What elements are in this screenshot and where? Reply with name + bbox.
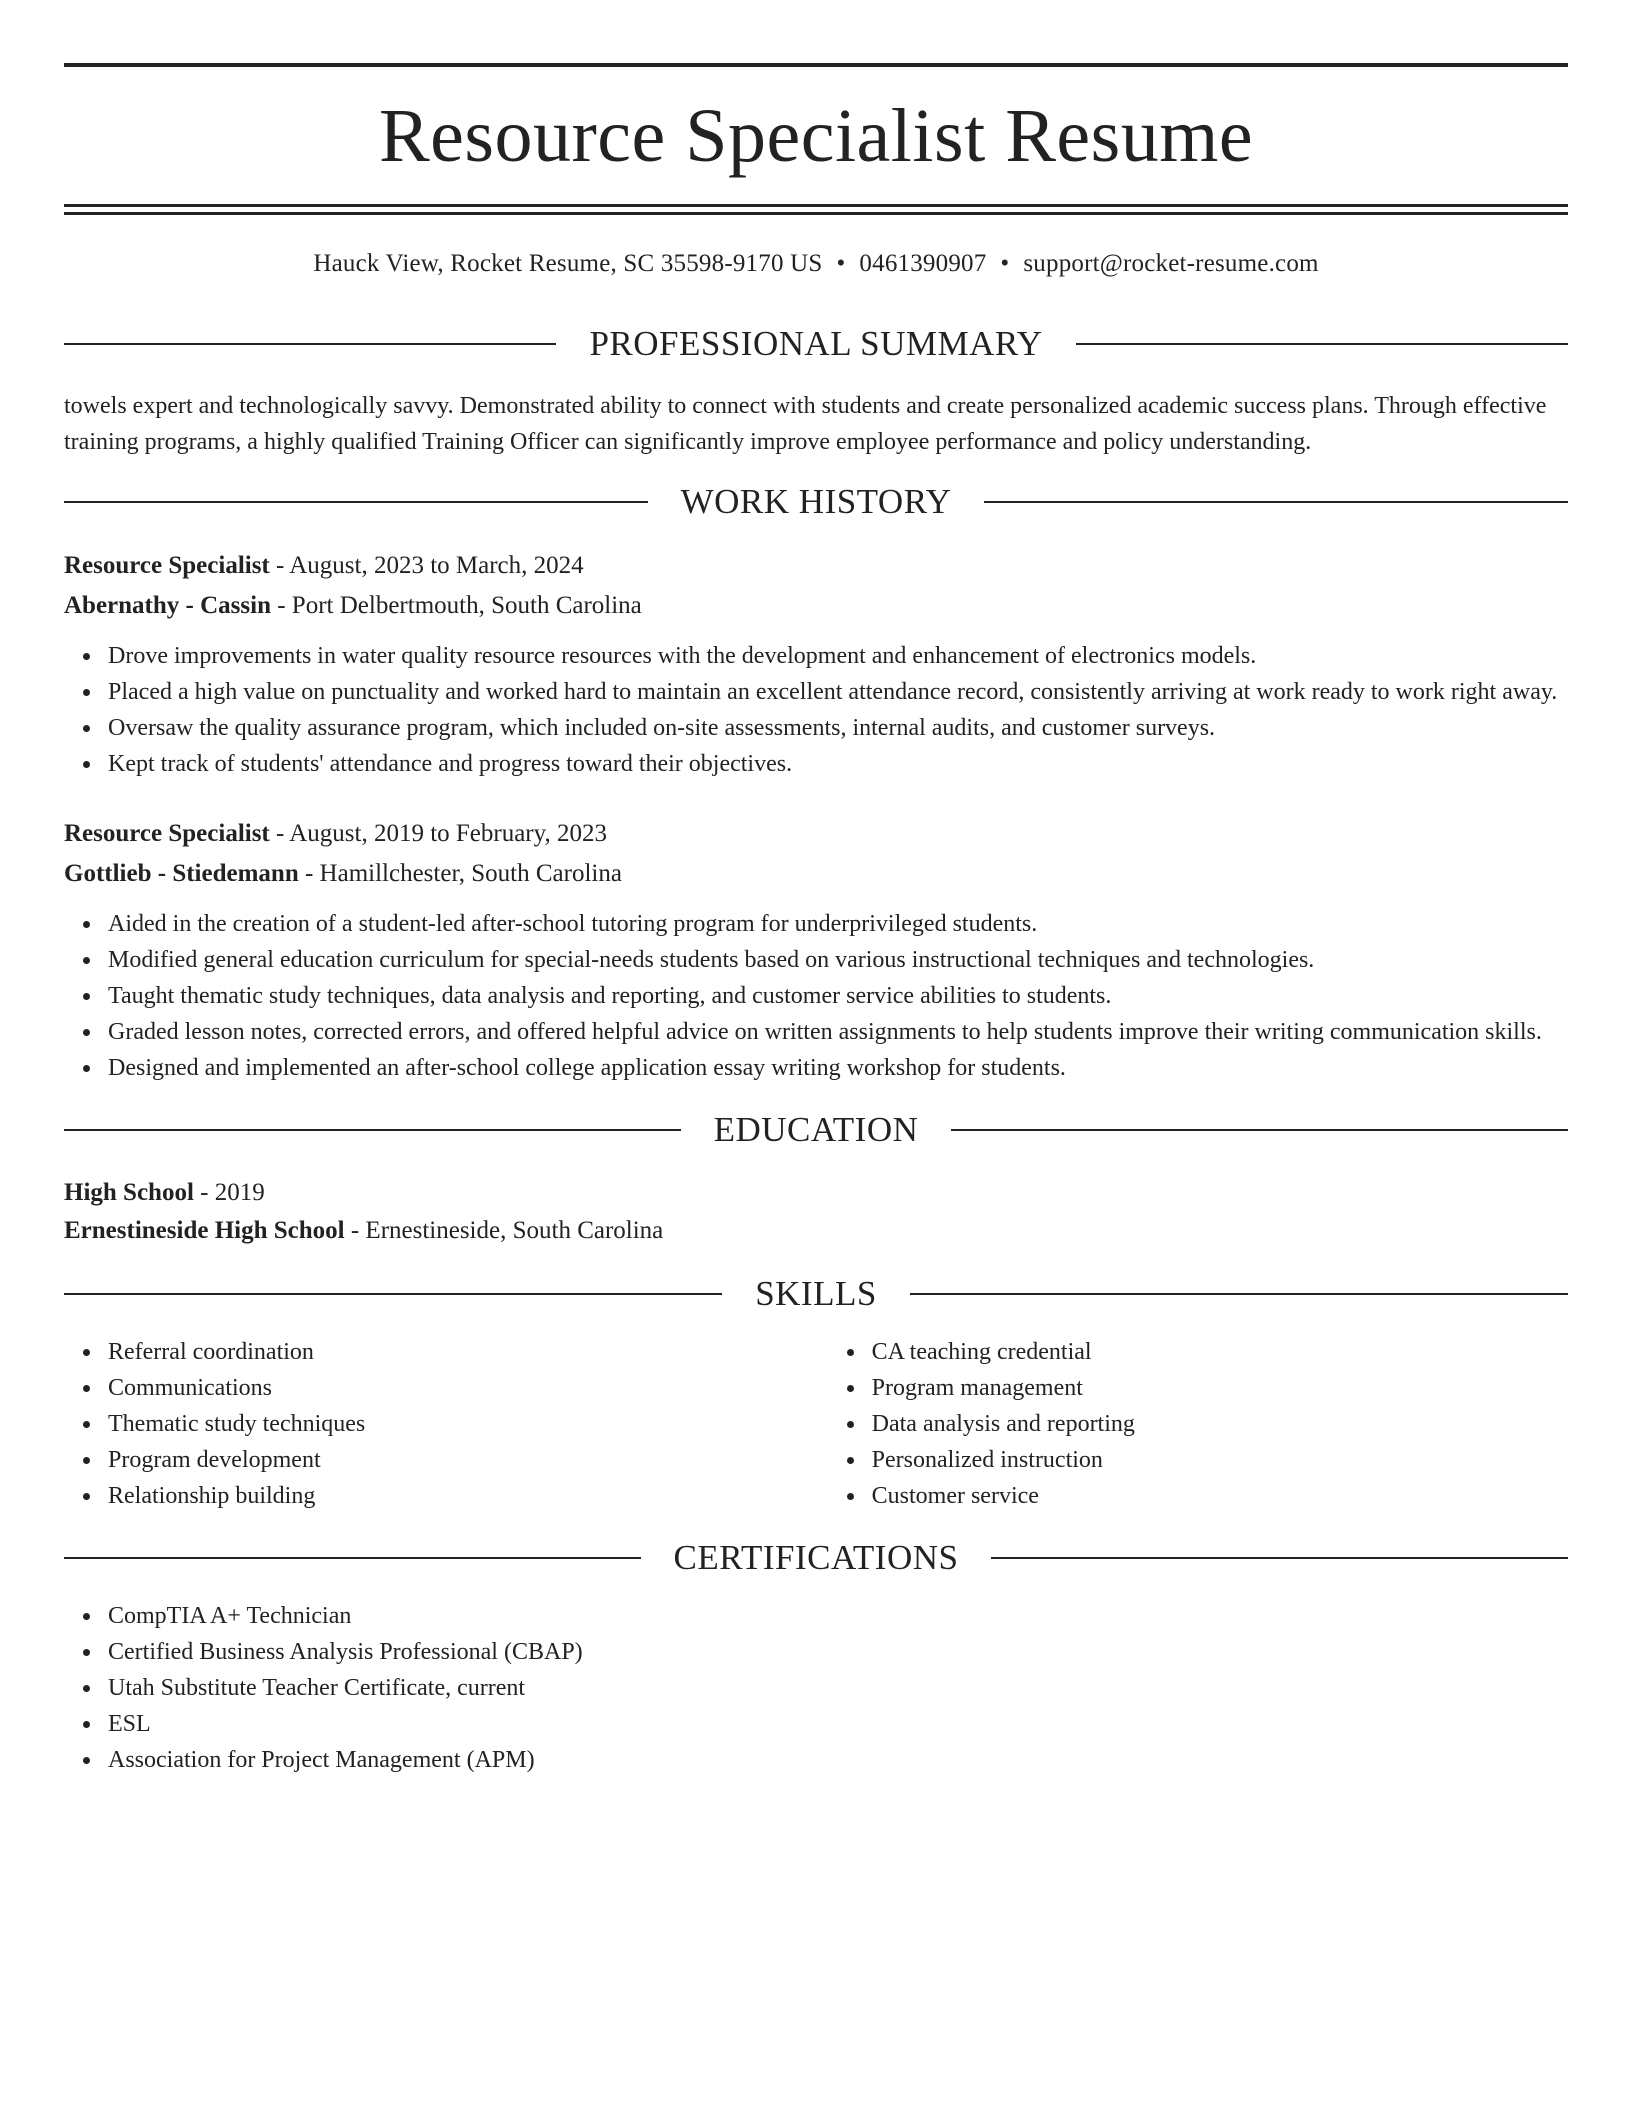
job-entry: [64, 814, 1568, 1086]
section-heading-education: [64, 1108, 1568, 1152]
list-item: Certified Business Analysis Professional (CBAP): [108, 1634, 1568, 1670]
job-title-line: [64, 814, 1568, 854]
list-item: Data analysis and reporting: [872, 1406, 1568, 1442]
section-heading-work-history: [64, 480, 1568, 524]
list-item: Referral coordination: [108, 1334, 828, 1370]
job-title-line: [64, 546, 1568, 586]
heading-rule: [64, 501, 648, 503]
list-item: CompTIA A+ Technician: [108, 1598, 1568, 1634]
list-item: Placed a high value on punctuality and worked hard to maintain an excellent attendance record, consistently arriving at work ready to work right away.: [108, 674, 1568, 710]
job-dates: - August, 2019 to February, 2023: [269, 820, 608, 847]
job-company-line: [64, 586, 1568, 626]
list-item: Aided in the creation of a student-led after-school tutoring program for underprivileged students.: [108, 906, 1568, 942]
section-title: WORK HISTORY: [680, 482, 952, 521]
job-bullets: [64, 638, 1568, 782]
list-item: Association for Project Management (APM): [108, 1742, 1568, 1778]
section-title: EDUCATION: [713, 1110, 919, 1149]
heading-rule: [951, 1129, 1568, 1131]
contact-line: [64, 248, 1568, 280]
heading-rule: [64, 1129, 681, 1131]
heading-rule: [984, 501, 1568, 503]
list-item: Oversaw the quality assurance program, which included on-site assessments, internal audits, and customer surveys.: [108, 710, 1568, 746]
list-item: Relationship building: [108, 1478, 828, 1514]
skills-grid: [64, 1334, 1568, 1514]
list-item: Taught thematic study techniques, data analysis and reporting, and customer service abilities to students.: [108, 978, 1568, 1014]
education-school-line: [64, 1212, 1568, 1250]
section-title: SKILLS: [755, 1274, 877, 1313]
section-title: PROFESSIONAL SUMMARY: [589, 324, 1043, 363]
job-entry: [64, 546, 1568, 782]
certifications-list: [64, 1598, 1568, 1778]
education-degree-line: [64, 1174, 1568, 1212]
education-degree: High School: [64, 1179, 194, 1206]
section-heading-skills: [64, 1272, 1568, 1316]
list-item: Utah Substitute Teacher Certificate, current: [108, 1670, 1568, 1706]
education-school: Ernestineside High School: [64, 1217, 345, 1244]
job-title: Resource Specialist: [64, 820, 270, 847]
summary-text: towels expert and technologically savvy. Demonstrated ability to connect with students and create personalized academic success plans. Through effective training programs, a highly qualified Training Officer can significantly improve employee performance and policy understanding.: [64, 393, 1547, 455]
section-heading-certifications: [64, 1536, 1568, 1580]
contact-email: support@rocket-resume.com: [1023, 250, 1319, 277]
skills-column-right: [828, 1334, 1568, 1514]
job-company-line: [64, 854, 1568, 894]
list-item: Drove improvements in water quality resource resources with the development and enhancement of electronics models.: [108, 638, 1568, 674]
contact-address: Hauck View, Rocket Resume, SC 35598-9170 US: [313, 250, 823, 277]
list-item: Customer service: [872, 1478, 1568, 1514]
education-entry: [64, 1174, 1568, 1250]
list-item: Communications: [108, 1370, 828, 1406]
heading-rule: [991, 1557, 1568, 1559]
contact-separator: •: [836, 250, 846, 277]
list-item: Personalized instruction: [872, 1442, 1568, 1478]
resume-title: Resource Specialist Resume: [378, 94, 1254, 178]
job-location: - Port Delbertmouth, South Carolina: [270, 592, 642, 619]
top-rule: [64, 63, 1568, 67]
list-item: Modified general education curriculum for special-needs students based on various instructional techniques and technologies.: [108, 942, 1568, 978]
list-item: Designed and implemented an after-school college application essay writing workshop for students.: [108, 1050, 1568, 1086]
title-double-rule: [64, 204, 1568, 215]
heading-rule: [64, 343, 556, 345]
list-item: ESL: [108, 1706, 1568, 1742]
job-title: Resource Specialist: [64, 552, 270, 579]
contact-phone: 0461390907: [859, 250, 987, 277]
heading-rule: [910, 1293, 1568, 1295]
job-company: Gottlieb - Stiedemann: [64, 860, 299, 887]
job-dates: - August, 2023 to March, 2024: [269, 552, 584, 579]
section-heading-summary: [64, 322, 1568, 366]
heading-rule: [64, 1293, 722, 1295]
job-company: Abernathy - Cassin: [64, 592, 271, 619]
section-title: CERTIFICATIONS: [673, 1538, 959, 1577]
list-item: Program management: [872, 1370, 1568, 1406]
list-item: CA teaching credential: [872, 1334, 1568, 1370]
list-item: Kept track of students' attendance and progress toward their objectives.: [108, 746, 1568, 782]
education-year: - 2019: [193, 1179, 265, 1206]
resume-page: [64, 0, 1568, 1778]
list-item: Graded lesson notes, corrected errors, and offered helpful advice on written assignments to help students improve their writing communication skills.: [108, 1014, 1568, 1050]
education-location: - Ernestineside, South Carolina: [344, 1217, 664, 1244]
heading-rule: [1076, 343, 1568, 345]
skills-column-left: [64, 1334, 828, 1514]
list-item: Thematic study techniques: [108, 1406, 828, 1442]
list-item: Program development: [108, 1442, 828, 1478]
job-bullets: [64, 906, 1568, 1086]
heading-rule: [64, 1557, 641, 1559]
contact-separator: •: [1000, 250, 1010, 277]
job-location: - Hamillchester, South Carolina: [298, 860, 622, 887]
